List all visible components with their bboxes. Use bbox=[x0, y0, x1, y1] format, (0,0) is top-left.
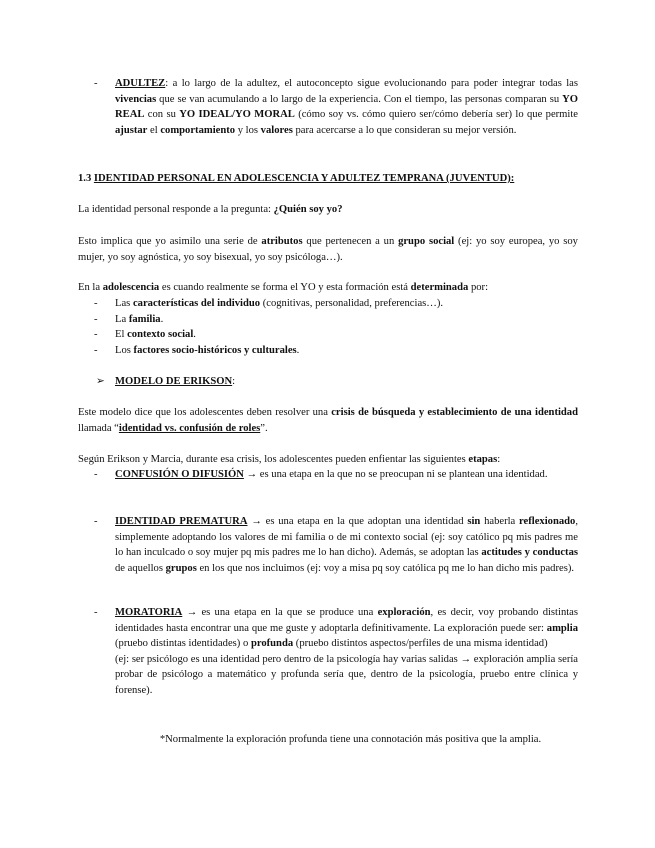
stage-confusion: CONFUSIÓN O DIFUSIÓN → es una etapa en la que no se preocupan ni se plantean una identidad. bbox=[115, 469, 548, 480]
stages-intro-paragraph: Según Erikson y Marcia, durante esa crisis, los adolescentes pueden enfientar las siguientes etapas: bbox=[78, 454, 501, 465]
section-title: IDENTIDAD PERSONAL EN ADOLESCENCIA Y ADULTEZ TEMPRANA (JUVENTUD): bbox=[93, 173, 515, 184]
bullet-dash: - bbox=[94, 607, 98, 618]
adultez-heading: ADULTEZ bbox=[115, 78, 166, 89]
model-paragraph: Este modelo dice que los adolescentes deben resolver una crisis de búsqueda y establecimiento de una identidad llamada “identidad vs. confusión de roles”. bbox=[78, 407, 578, 434]
list-item: El contexto social. bbox=[115, 329, 196, 340]
bullet-dash: - bbox=[94, 516, 98, 527]
arrow-bullet-icon: ➢ bbox=[96, 376, 105, 387]
bullet-dash: - bbox=[94, 345, 98, 356]
moratoria-example: (ej: ser psicólogo es una identidad pero dentro de la psicología hay varias salidas → exploración amplia sería probar de psicólogo a matemático y profunda sería que, dentro de la psicología, pruebo entre clínica y forense). bbox=[115, 653, 578, 696]
footnote: *Normalmente la exploración profunda tiene una connotación más positiva que la amplia. bbox=[159, 734, 542, 745]
bullet-dash: - bbox=[94, 469, 98, 480]
stage-prematura: IDENTIDAD PREMATURA → es una etapa en la que adoptan una identidad sin haberla reflexionado, simplemente adoptando los valores de mi familia o de mi contexto social (ej: soy católico pq mis padres me lo han inculcado o soy mujer pq mis padres me lo han dicho). Además, se adoptan las actitudes y conductas de aquellos grupos en los que nos incluimos (ej: voy a misa pq soy católica pq me lo han dicho mis padres). bbox=[115, 516, 578, 574]
list-item: Los factores socio-históricos y culturales. bbox=[115, 345, 300, 356]
erikson-heading: MODELO DE ERIKSON: bbox=[115, 376, 236, 387]
list-item: Las características del individuo (cognitivas, personalidad, preferencias…). bbox=[115, 298, 444, 309]
bullet-dash: - bbox=[94, 78, 98, 89]
bullet-dash: - bbox=[94, 314, 98, 325]
stage-moratoria: MORATORIA → es una etapa en la que se produce una exploración, es decir, voy probando distintas identidades hasta encontrar una que me guste y adoptarla definitivamente. La exploración puede ser: amplia (pruebo distintas identidades) o profunda (pruebo distintos aspectos/perfiles de una misma identidad) (ej: ser psicólogo es una identidad pero dentro de la psicología hay varias salidas → exploración amplia sería probar de psicólogo a matemático y profunda sería que, dentro de la psicología, pruebo entre clínica y forense). bbox=[115, 607, 579, 696]
section-heading: 1.3 IDENTIDAD PERSONAL EN ADOLESCENCIA Y ADULTEZ TEMPRANA (JUVENTUD): bbox=[78, 173, 515, 184]
attributes-paragraph: Esto implica que yo asimilo una serie de atributos que pertenecen a un grupo social (ej: yo soy europea, yo soy mujer, yo soy agnóstica, yo soy bisexual, yo soy psicóloga…). bbox=[78, 236, 578, 263]
identity-paragraph: La identidad personal responde a la pregunta: ¿Quién soy yo? bbox=[78, 204, 343, 215]
bullet-dash: - bbox=[94, 329, 98, 340]
list-item: La familia. bbox=[115, 314, 164, 325]
adultez-paragraph: ADULTEZ: a lo largo de la adultez, el autoconcepto sigue evolucionando para poder integrar todas las vivencias que se van acumulando a lo largo de la experiencia. Con el tiempo, las personas comparan su YO REAL con su YO IDEAL/YO MORAL (cómo soy vs. cómo quiero ser/cómo debería ser) lo que permite ajustar el comportamiento y los valores para acercarse a lo que consideran su mejor versión. bbox=[115, 78, 578, 136]
bullet-dash: - bbox=[94, 298, 98, 309]
adolescence-paragraph: En la adolescencia es cuando realmente se forma el YO y esta formación está determinada por: bbox=[78, 282, 489, 293]
